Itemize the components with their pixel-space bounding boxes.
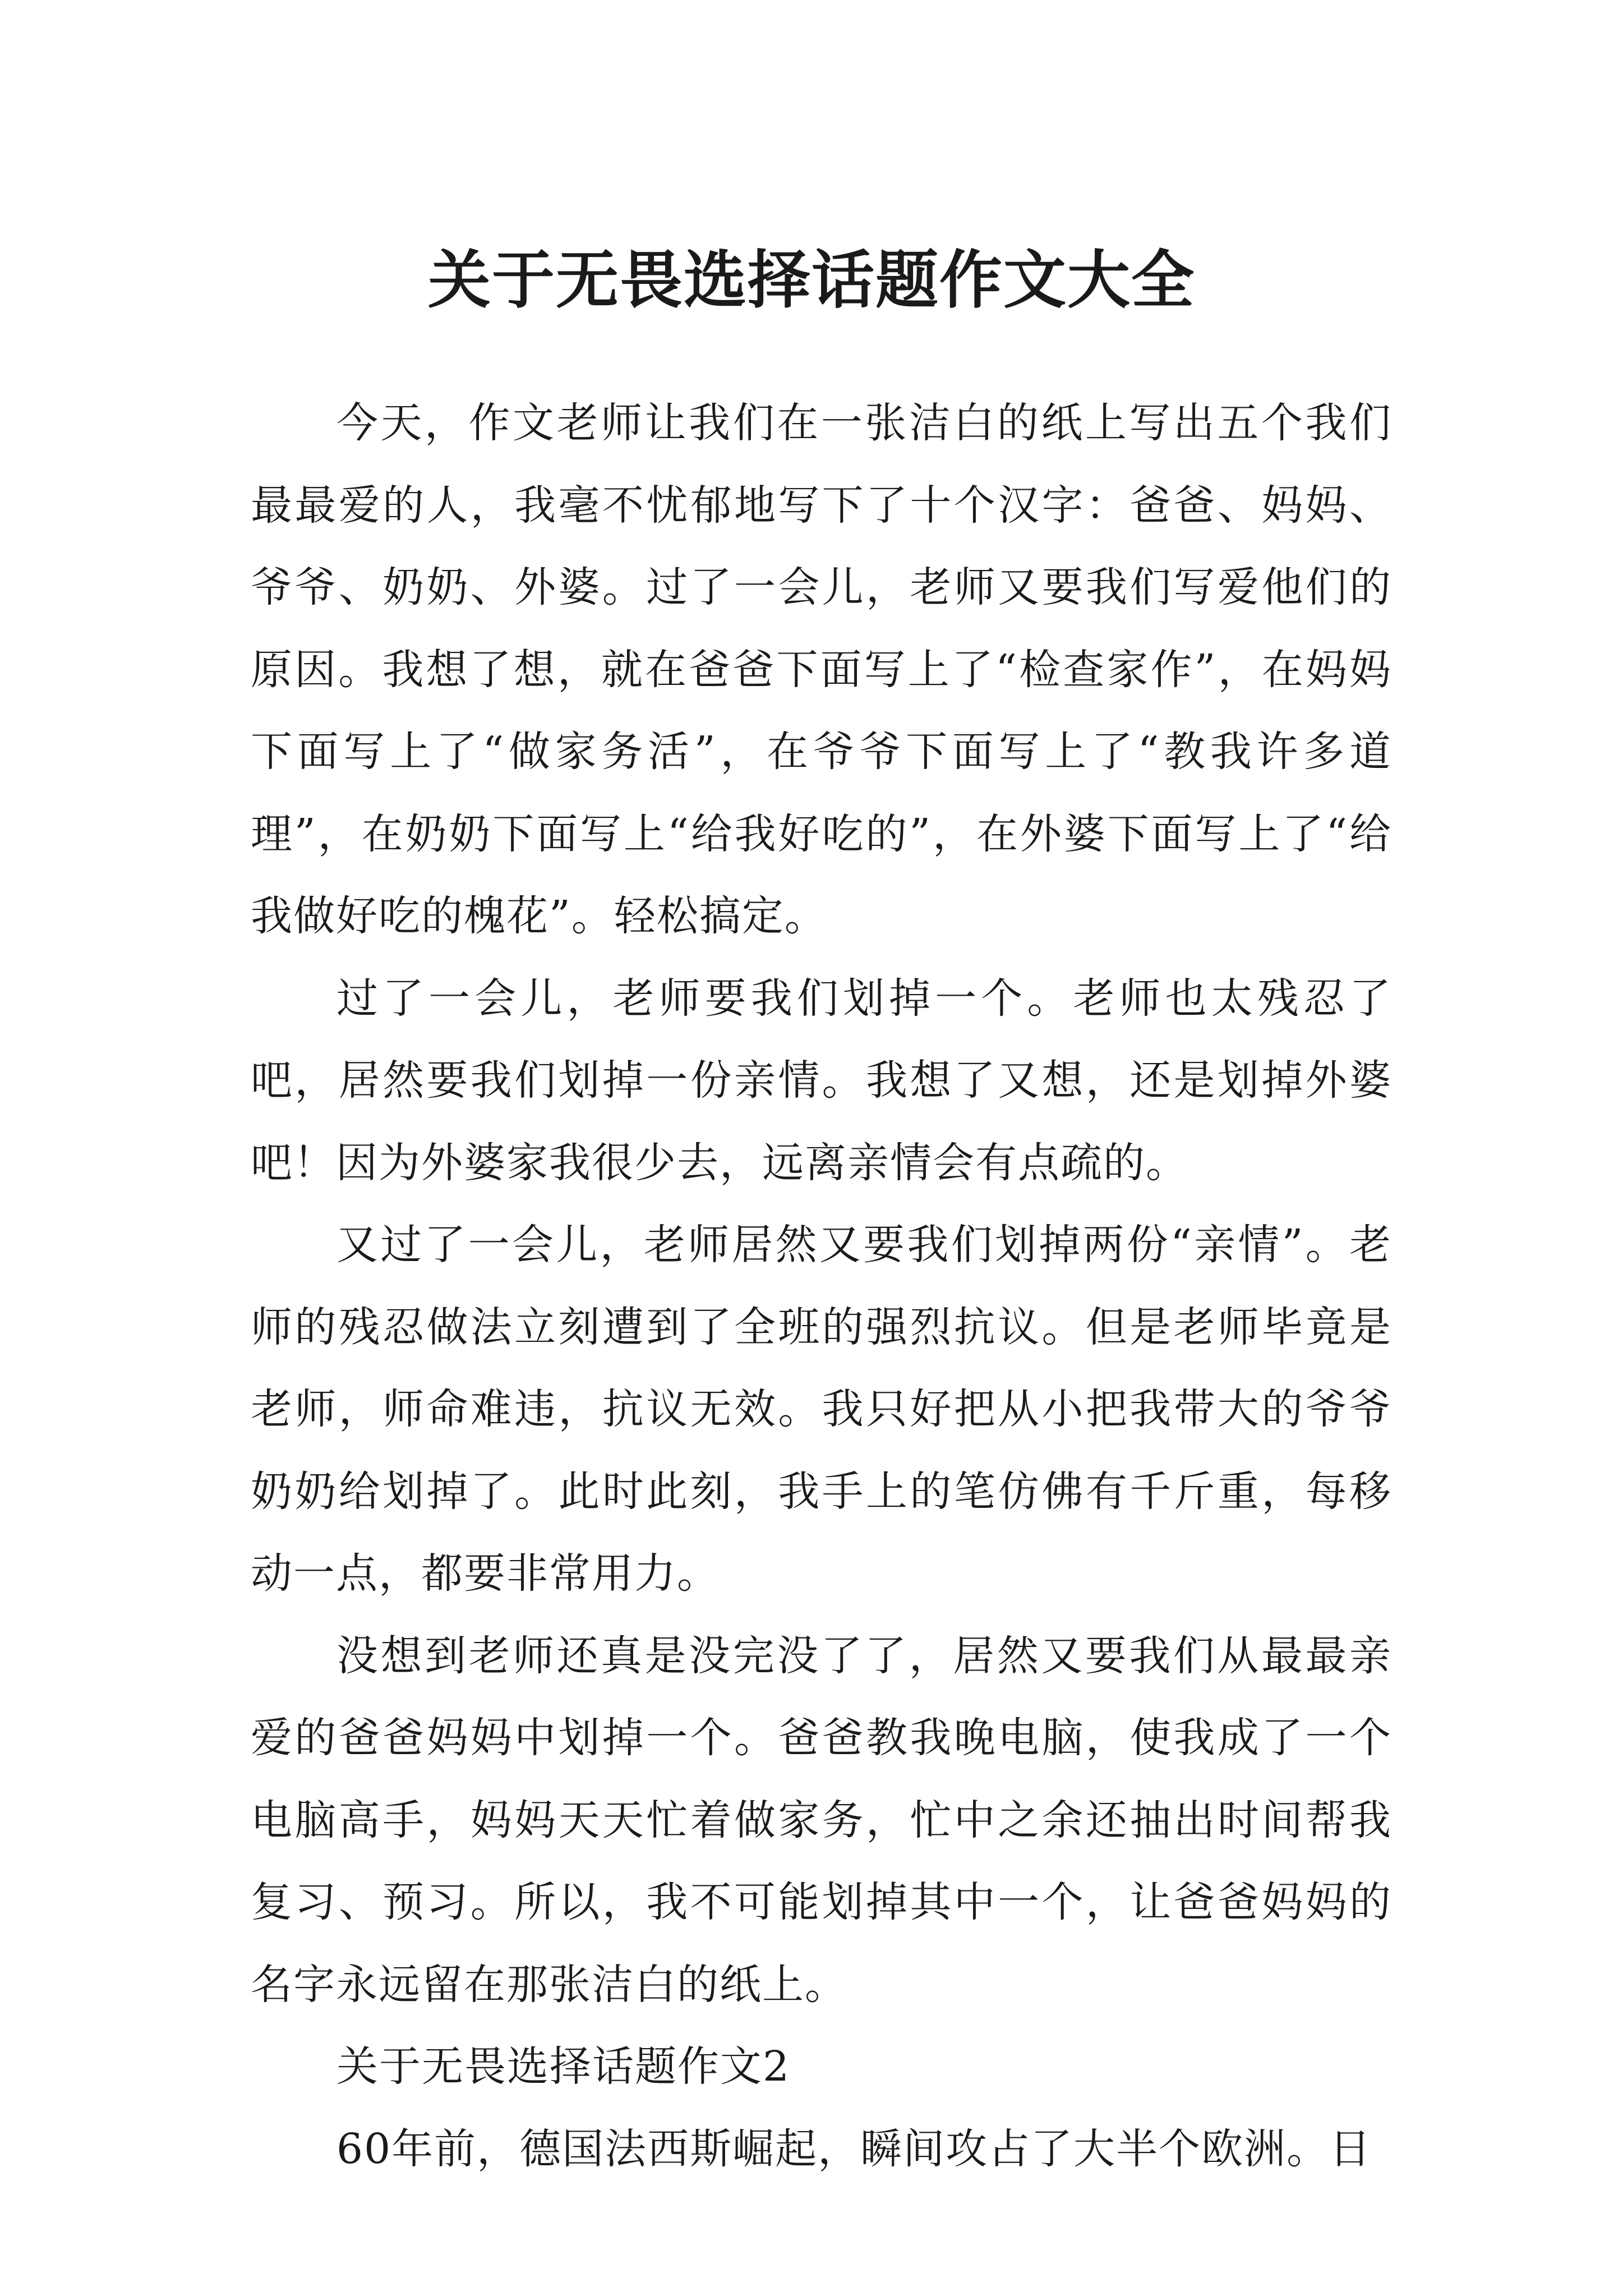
document-title: 关于无畏选择话题作文大全 xyxy=(428,243,1195,318)
document-body xyxy=(251,382,1392,2190)
paragraph: 60年前，德国法西斯崛起，瞬间攻占了大半个欧洲。日 xyxy=(336,2124,1372,2173)
paragraph: 没想到老师还真是没完没了了，居然又要我们从最最亲爱的爸爸妈妈中划掉一个。爸爸教我晚电脑，使我成了一个电脑高手，妈妈天天忙着做家务，忙中之余还抽出时间帮我复习、预习。所以，我不可能划掉其中一个，让爸爸妈妈的名字永远留在那张洁白的纸上。 xyxy=(251,1631,1392,2009)
paragraph: 过了一会儿，老师要我们划掉一个。老师也太残忍了吧，居然要我们划掉一份亲情。我想了又想，还是划掉外婆吧！因为外婆家我很少去，远离亲情会有点疏的。 xyxy=(251,974,1392,1187)
paragraph: 又过了一会儿，老师居然又要我们划掉两份“亲情”。老师的残忍做法立刻遭到了全班的强烈抗议。但是老师毕竟是老师，师命难违，抗议无效。我只好把从小把我带大的爷爷奶奶给划掉了。此时此刻，我手上的笔仿佛有千斤重，每移动一点，都要非常用力。 xyxy=(251,1221,1392,1598)
paragraph: 今天，作文老师让我们在一张洁白的纸上写出五个我们最最爱的人，我毫不忧郁地写下了十个汉字：爸爸、妈妈、爷爷、奶奶、外婆。过了一会儿，老师又要我们写爱他们的原因。我想了想，就在爸爸下面写上了“检查家作”，在妈妈下面写上了“做家务活”，在爷爷下面写上了“教我许多道理”，在奶奶下面写上“给我好吃的”，在外婆下面写上了“给我做好吃的槐花”。轻松搞定。 xyxy=(251,399,1392,940)
section-heading: 关于无畏选择话题作文2 xyxy=(336,2042,791,2091)
